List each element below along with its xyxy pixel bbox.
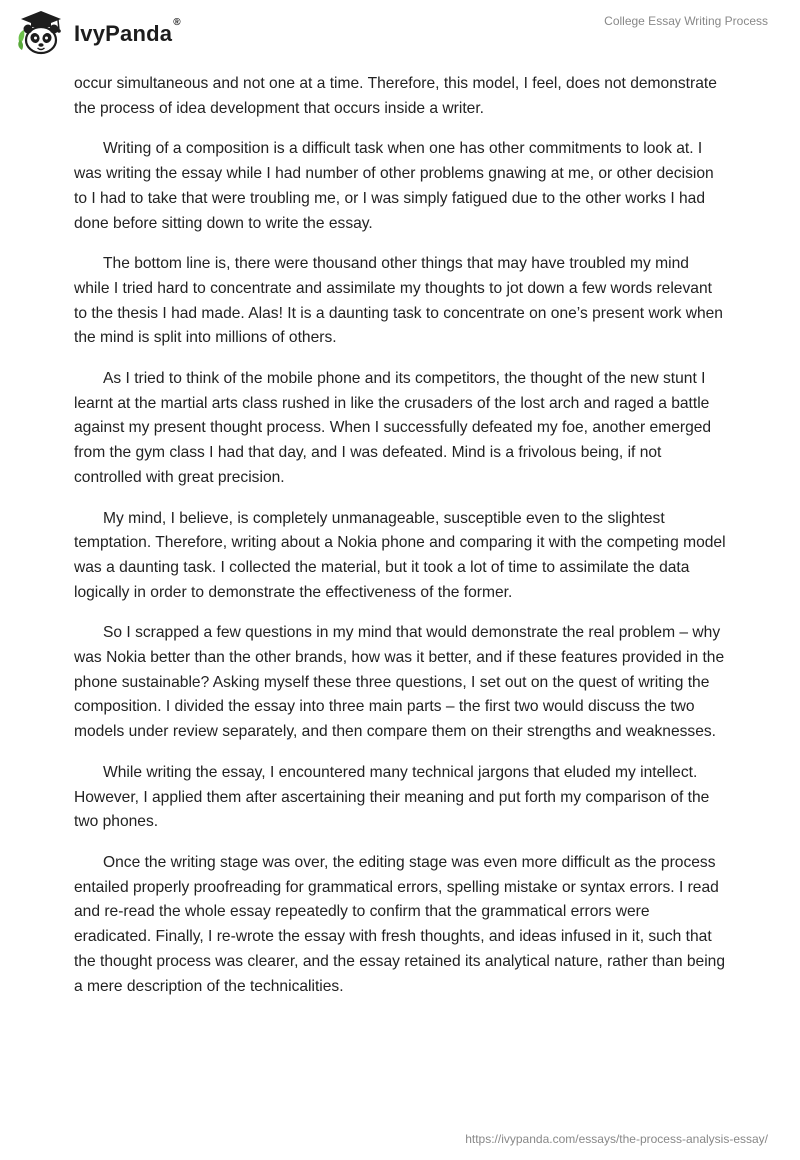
source-url[interactable]: https://ivypanda.com/essays/the-process-analysis-essay/ [465, 1132, 768, 1146]
brand-logo[interactable] [16, 8, 181, 58]
essay-paragraph: Writing of a composition is a difficult task when one has other commitments to look at. I was writing the essay while I had number of other problems gnawing at me, or other decision to I had to take that were troubling me, or I was simply fatigued due to the other works I had done before sitting down to write the essay. [74, 140, 714, 232]
essay-paragraph: My mind, I believe, is completely unmanageable, susceptible even to the slightest temptation. Therefore, writing about a Nokia phone and comparing it with the competing model was a daunting task. I collected the material, but it took a lot of time to assimilate the data logically in order to demonstrate the effectiveness of the former. [74, 509, 726, 601]
essay-paragraph: occur simultaneous and not one at a time. Therefore, this model, I feel, does not demonstrate the process of idea development that occurs inside a writer. [74, 75, 717, 117]
essay-paragraph: Once the writing stage was over, the editing stage was even more difficult as the process entailed properly proofreading for grammatical errors, spelling mistake or syntax errors. I read and re-read the whole essay repeatedly to confirm that the grammatical errors were eradicated. Finally, I re-wrote the essay with fresh thoughts, and ideas infused in it, such that the thought process was clearer, and the essay retained its analytical nature, rather than being a mere description of the technicalities. [74, 853, 726, 995]
brand-name: IvyPanda [74, 21, 173, 46]
essay-body [74, 72, 726, 1015]
essay-paragraph: As I tried to think of the mobile phone and its competitors, the thought of the new stunt I learnt at the martial arts class rushed in like the crusaders of the lost arch and raged a battle against my present thought process. When I successfully defeated my foe, another emerged from the gym class I had that day, and I was defeated. Mind is a frivolous being, if not controlled with great precision. [74, 370, 712, 486]
registered-mark: ® [173, 16, 181, 28]
essay-paragraph: While writing the essay, I encountered many technical jargons that eluded my intellect. However, I applied them after ascertaining their meaning and put forth my comparison of the two phones. [74, 763, 710, 831]
document-title: College Essay Writing Process [604, 14, 768, 28]
essay-paragraph: So I scrapped a few questions in my mind that would demonstrate the real problem – why was Nokia better than the other brands, how was it better, and if these features provided in the phone sustainable? Asking myself these three questions, I set out on the quest of writing the composition. I divided the essay into three main parts – the first two would discuss the two models under review separately, and then compare them on their strengths and weaknesses. [74, 624, 725, 741]
page-header [0, 0, 800, 66]
essay-paragraph: The bottom line is, there were thousand other things that may have troubled my mind while I tried hard to concentrate and assimilate my thoughts to jot down a few words relevant to the thesis I had made. Alas! It is a daunting task to concentrate on one’s present work when the mind is split into millions of others. [74, 255, 723, 347]
panda-graduate-icon [16, 8, 66, 58]
